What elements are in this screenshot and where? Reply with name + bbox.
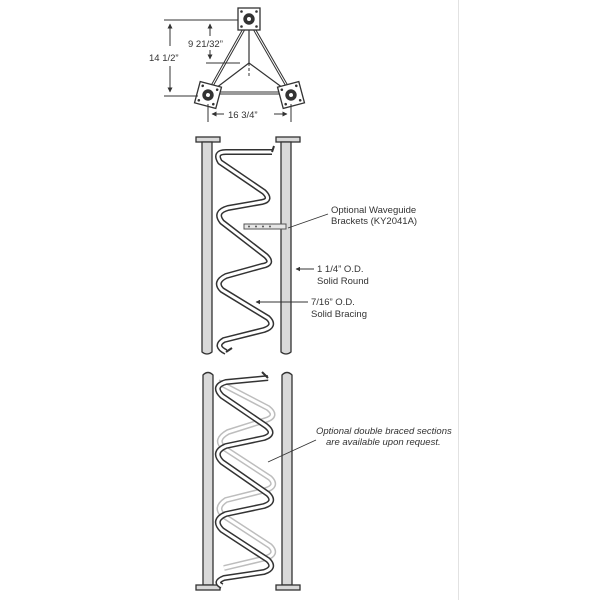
- upper-right-leg: [281, 142, 291, 354]
- double-brace-label-2: are available upon request.: [326, 437, 441, 448]
- lower-bracing-outer: [218, 378, 271, 586]
- waveguide-leader: [288, 214, 328, 228]
- lower-right-plate: [276, 585, 300, 590]
- upper-left-plate: [196, 137, 220, 142]
- waveguide-bracket: [244, 224, 286, 229]
- upper-hook-top: [272, 146, 274, 152]
- bracing-label-2: Solid Bracing: [311, 309, 367, 320]
- bracing-label-1: 7/16” O.D.: [311, 297, 355, 308]
- dim-height-label: 14 1/2”: [149, 53, 179, 64]
- double-brace-label-1: Optional double braced sections: [316, 426, 452, 437]
- leg-label-2: Solid Round: [317, 276, 369, 287]
- base-plate-top: [238, 8, 260, 30]
- dim-width-label: 16 3/4”: [228, 110, 258, 121]
- upper-right-plate: [276, 137, 300, 142]
- upper-tower-section: [196, 137, 300, 354]
- leg-label-1: 1 1/4” O.D.: [317, 264, 364, 275]
- dim-center-label: 9 21/32”: [188, 39, 223, 50]
- top-view: [164, 8, 304, 122]
- upper-bracing-outer: [218, 152, 272, 352]
- lower-tower-section: [196, 372, 300, 590]
- upper-left-leg: [202, 142, 212, 354]
- waveguide-label-1: Optional Waveguide: [331, 205, 417, 216]
- lower-left-plate: [196, 585, 220, 590]
- waveguide-label-2: Brackets (KY2041A): [331, 216, 418, 227]
- lower-left-leg: [203, 373, 213, 586]
- lower-right-leg: [282, 373, 292, 586]
